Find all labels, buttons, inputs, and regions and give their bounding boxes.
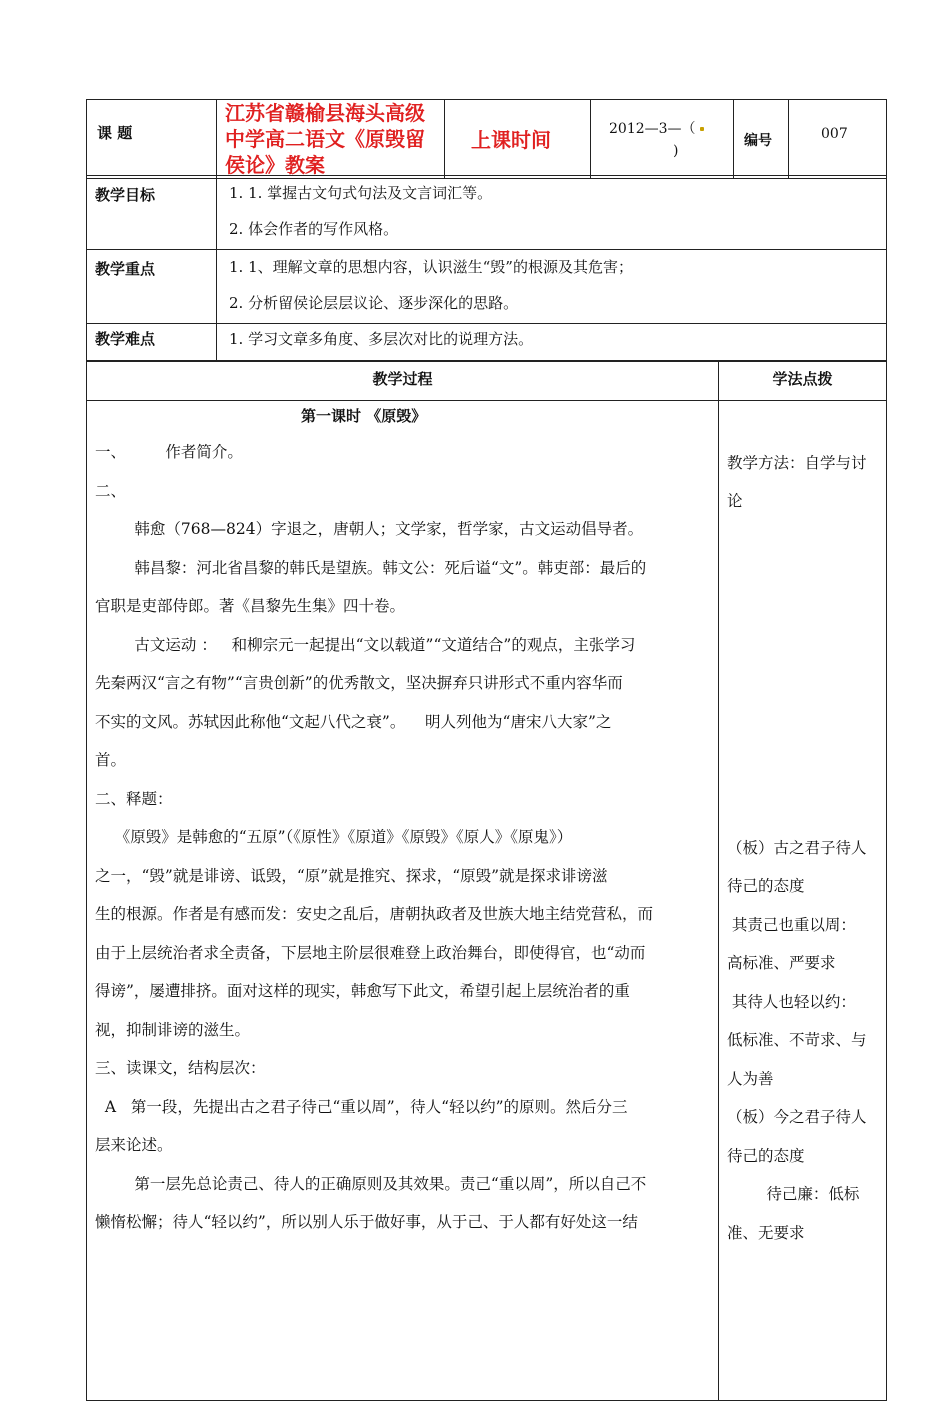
number-label: 编号 — [734, 100, 789, 179]
method-line — [727, 521, 886, 560]
process-line: 韩愈（768—824）字退之，唐朝人；文学家，哲学家，古文运动倡导者。 — [95, 520, 644, 538]
process-line: 先秦两汉“言之有物”“言贵创新”的优秀散文，坚决摒弃只讲形式不重内容华而 — [95, 674, 623, 692]
process-line: 生的根源。作者是有感而发：安史之乱后，唐朝执政者及世族大地主结党营私，而 — [95, 905, 654, 923]
difficulties-label: 教学难点 — [87, 324, 217, 361]
method-line: 教学方法：自学与讨 — [727, 453, 867, 472]
class-date-value: 2012—3—（ — [609, 121, 696, 137]
key-points-item: 2. 分析留侯论层层议论、逐步深化的思路。 — [229, 294, 519, 312]
process-line: 之一，“毁”就是诽谤、诋毁，“原”就是推究、探求，“原毁”就是探求诽谤滋 — [95, 866, 608, 885]
process-lines — [95, 433, 718, 1242]
process-line: 视，抑制诽谤的滋生。 — [95, 1020, 251, 1039]
method-line — [727, 790, 886, 829]
class-date-close: ) — [673, 143, 679, 159]
method-line: 待己廉：低标 — [727, 1185, 860, 1203]
method-line: 高标准、严要求 — [727, 954, 836, 972]
method-line: 待己的态度 — [727, 877, 805, 895]
process-content — [87, 401, 719, 1401]
class-date — [591, 100, 734, 179]
process-line: 二、释题： — [95, 789, 173, 808]
method-line: 其责己也重以周： — [727, 915, 856, 934]
lesson-title: 江苏省赣榆县海头高级中学高二语文《原毁留侯论》教案 — [217, 100, 445, 179]
method-line — [727, 598, 886, 637]
process-line: 由于上层统治者求全责备，下层地主阶层很难登上政治舞台，即使得官，也“动而 — [95, 943, 646, 962]
lesson-plan-table — [86, 99, 887, 179]
method-line: 待己的态度 — [727, 1146, 805, 1165]
lesson-section-title: 第一课时 《原毁》 — [301, 407, 427, 425]
goals-item: 2. 体会作者的写作风格。 — [229, 220, 399, 238]
process-line: 一、 作者简介。 — [95, 443, 243, 461]
method-line — [727, 636, 886, 675]
objectives-table — [86, 175, 887, 361]
dot-mark-icon — [700, 127, 704, 131]
method-line — [727, 675, 886, 714]
key-points-label: 教学重点 — [87, 250, 217, 324]
method-line: （板）古之君子待人 — [727, 838, 867, 857]
process-line: 懒惰松懈；待人“轻以约”，所以别人乐于做好事，从于己、于人都有好处这一结 — [95, 1213, 638, 1231]
process-line: 官职是吏部侍郎。著《昌黎先生集》四十卷。 — [95, 597, 406, 615]
process-line: 第一层先总论责己、待人的正确原则及其效果。责己“重以周”，所以自己不 — [95, 1174, 647, 1193]
difficulties-content — [217, 324, 887, 361]
process-column-header: 教学过程 — [87, 362, 719, 401]
method-lines — [727, 405, 886, 1252]
method-line: （板）今之君子待人 — [727, 1108, 867, 1126]
method-content — [719, 401, 887, 1401]
process-line: 首。 — [95, 751, 127, 769]
goals-content — [217, 176, 887, 250]
method-line: 低标准、不苛求、与 — [727, 1031, 867, 1049]
method-line — [727, 752, 886, 791]
process-line: 层来论述。 — [95, 1136, 173, 1154]
process-line: A 第一段，先提出古之君子待己“重以周”，待人“轻以约”的原则。然后分三 — [95, 1097, 628, 1116]
process-line: 得谤”，屡遭排挤。面对这样的现实，韩愈写下此文，希望引起上层统治者的重 — [95, 982, 630, 1000]
key-points-item: 1. 1、理解文章的思想内容，认识滋生“毁”的根源及其危害； — [229, 258, 633, 276]
process-line: 三、读课文，结构层次： — [95, 1059, 266, 1077]
process-table — [86, 361, 887, 1401]
method-line — [727, 713, 886, 752]
method-line: 论 — [727, 492, 743, 510]
process-line: 二、 — [95, 481, 127, 500]
difficulties-item: 1. 学习文章多角度、多层次对比的说理方法。 — [229, 330, 534, 348]
process-line: 《原毁》是韩愈的“五原”（《原性》《原道》《原毁》《原人》《原鬼》） — [95, 828, 573, 846]
method-line — [727, 559, 886, 598]
method-line: 准、无要求 — [727, 1223, 805, 1242]
method-line: 其待人也轻以约： — [727, 992, 856, 1011]
method-line — [727, 405, 886, 444]
process-line: 韩昌黎：河北省昌黎的韩氏是望族。韩文公：死后谥“文”。韩吏部：最后的 — [95, 558, 647, 577]
process-line: 不实的文风。苏轼因此称他“文起八代之衰”。 明人列他为“唐宋八大家”之 — [95, 712, 612, 731]
goals-item: 1. 1. 掌握古文句式句法及文言词汇等。 — [229, 184, 493, 202]
goals-label: 教学目标 — [87, 176, 217, 250]
course-label: 课 题 — [87, 100, 217, 179]
key-points-content — [217, 250, 887, 324]
method-column-header: 学法点拨 — [719, 362, 887, 401]
method-line: 人为善 — [727, 1069, 774, 1088]
number-value: 007 — [789, 100, 887, 179]
class-time-label: 上课时间 — [445, 100, 591, 179]
process-line: 古文运动 ： 和柳宗元一起提出“文以载道”“文道结合”的观点，主张学习 — [95, 635, 636, 654]
